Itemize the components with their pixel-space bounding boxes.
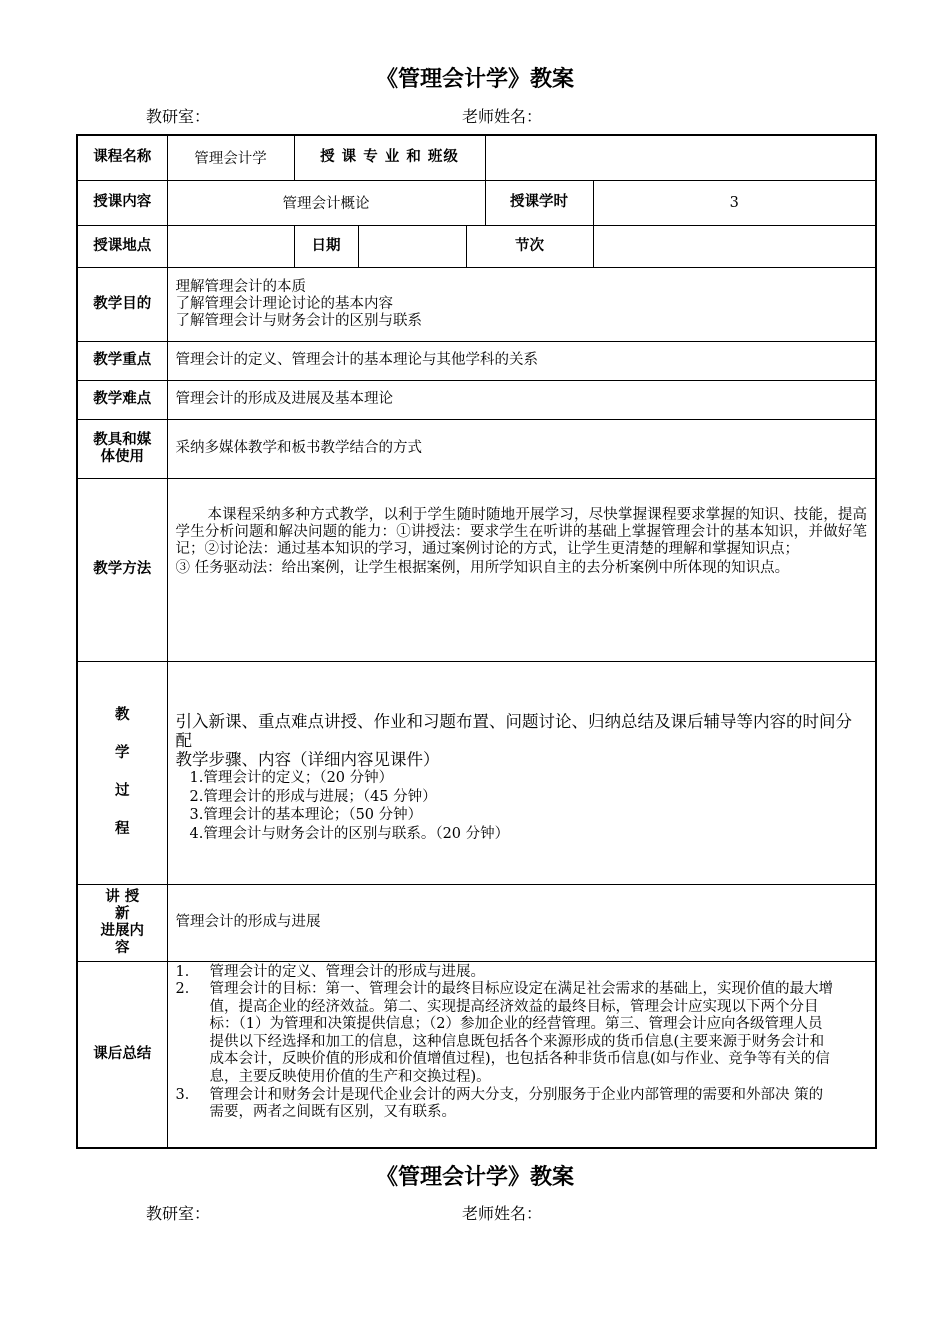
summary-content — [167, 961, 876, 1148]
course-label: 课程名称 — [77, 135, 167, 180]
methods-paragraph: 本课程采纳多种方式教学，以利于学生随时随地开展学习，尽快掌握课程要求掌握的知识、技能，提高学生分析问题和解决问题的能力：①讲授法：要求学生在听讲的基础上掌握管理会计的基本知识，并做好笔记；②讨论法：通过基本知识的学习，通过案例讨论的方式，让学生更清楚的理解和掌握知识点； — [175, 506, 868, 557]
row-progress — [77, 884, 876, 961]
methods-text — [167, 478, 876, 661]
lesson-plan-table — [76, 134, 877, 1149]
media-label: 教具和媒 体使用 — [77, 419, 167, 478]
footer-title: 《管理会计学》教案 — [375, 1165, 574, 1190]
hours-label: 授课学时 — [485, 180, 593, 225]
process-label: 教 学 过 程 — [77, 661, 167, 884]
period-label: 节次 — [466, 225, 593, 267]
row-objectives — [77, 267, 876, 341]
hours-value: 3 — [593, 180, 876, 225]
progress-label: 讲 授 新 进展内 容 — [77, 884, 167, 961]
difficulties-label: 教学难点 — [77, 380, 167, 419]
key-points-label: 教学重点 — [77, 341, 167, 380]
key-points-text: 管理会计的定义、管理会计的基本理论与其他学科的关系 — [167, 341, 876, 380]
row-key-points — [77, 341, 876, 380]
row-place — [77, 225, 876, 267]
course-value: 管理会计学 — [167, 135, 294, 180]
content-label: 授课内容 — [77, 180, 167, 225]
summary-item: 2． 管理会计的目标：第一、管理会计的最终目标应设定在满足社会需求的基础上，实现价值的最大增值，提高企业的经济效益。第二、实现提高经济效益的最终目标，管理会计应实现以下两个分目标：（1）为管理和决策提供信息；（2）参加企业的经营管理。第三、管理会计应向各级管理人员提供以下经选择和加工的信息，这种信息既包括各个来源形成的货币信息(主要来源于财务会计和成本会计，反映价值的形成和价值增值过程)，也包括各种非货币信息(如与作业、竞争等有关的信息，主要反映使用价值的生产和交换过程)。 — [175, 981, 833, 1086]
summary-item: 1． 管理会计的定义、管理会计的形成与进展。 — [175, 963, 485, 980]
content-value: 管理会计概论 — [167, 180, 485, 225]
teacher-label: 老师姓名： — [462, 107, 543, 126]
dept-label: 教研室： — [146, 107, 211, 126]
methods-label: 教学方法 — [77, 478, 167, 661]
process-intro: 引入新课、重点难点讲授、作业和习题布置、问题讨论、归纳总结及课后辅导等内容的时间分配 — [175, 712, 852, 750]
place-label: 授课地点 — [77, 225, 167, 267]
media-text: 采纳多媒体教学和板书教学结合的方式 — [167, 419, 876, 478]
process-step: 3.管理会计的基本理论；（50 分钟） — [189, 807, 423, 823]
process-step: 2.管理会计的形成与进展；（45 分钟） — [189, 788, 437, 805]
page-title: 《管理会计学》教案 — [375, 67, 574, 92]
process-content — [167, 661, 876, 884]
date-value — [358, 225, 466, 267]
row-course — [77, 135, 876, 180]
methods-paragraph: ③ 任务驱动法：给出案例，让学生根据案例，用所学知识自主的去分析案例中所体现的知识点。 — [175, 559, 790, 576]
objective-line: 了解管理会计与财务会计的区别与联系 — [175, 312, 422, 329]
major-class-value — [485, 135, 876, 180]
row-content — [77, 180, 876, 225]
objectives-label: 教学目的 — [77, 267, 167, 341]
row-media — [77, 419, 876, 478]
major-class-label: 授 课 专 业 和 班级 — [294, 135, 485, 180]
process-steps-title: 教学步骤、内容（详细内容见课件） — [175, 750, 440, 769]
row-summary — [77, 961, 876, 1148]
progress-text: 管理会计的形成与进展 — [167, 884, 876, 961]
date-label: 日期 — [294, 225, 358, 267]
objective-line: 理解管理会计的本质 — [175, 278, 306, 295]
footer-dept-label: 教研室： — [146, 1204, 211, 1223]
place-value — [167, 225, 294, 267]
row-methods — [77, 478, 876, 661]
objective-line: 了解管理会计理论讨论的基本内容 — [175, 295, 393, 312]
footer-teacher-label: 老师姓名： — [462, 1204, 543, 1223]
period-value — [593, 225, 876, 267]
difficulties-text: 管理会计的形成及进展及基本理论 — [167, 380, 876, 419]
process-step: 1.管理会计的定义；（20 分钟） — [189, 770, 394, 786]
row-process — [77, 661, 876, 884]
objectives-content — [167, 267, 876, 341]
summary-item: 3． 管理会计和财务会计是现代企业会计的两大分支，分别服务于企业内部管理的需要和外部决 策的需要，两者之间既有区别，又有联系。 — [175, 1086, 824, 1121]
summary-label: 课后总结 — [77, 961, 167, 1148]
process-step: 4.管理会计与财务会计的区别与联系。（20 分钟） — [189, 825, 510, 842]
row-difficulties — [77, 380, 876, 419]
